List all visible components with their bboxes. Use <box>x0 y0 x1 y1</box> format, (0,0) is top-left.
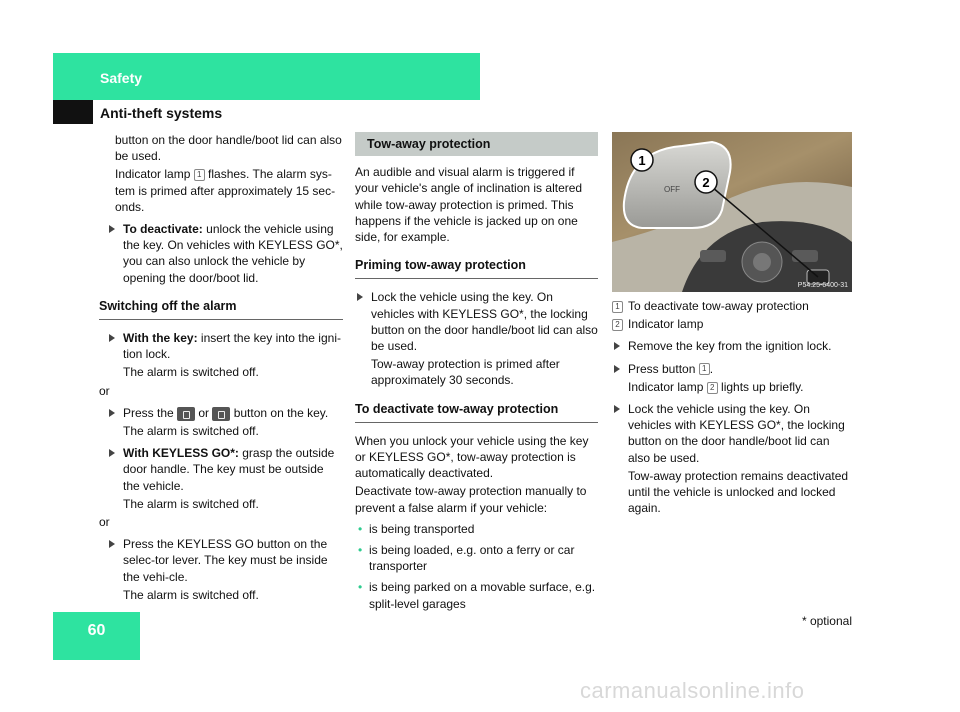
list-item-result: The alarm is switched off. <box>123 424 259 439</box>
or-text: or <box>99 515 110 530</box>
callout-number: 2 <box>707 382 718 394</box>
list-item: Lock the vehicle using the key. On vehicles with KEYLESS GO*, the locking button on the door handle/boot lid can also be used. <box>612 401 854 466</box>
list-item-result: The alarm is switched off. <box>123 496 259 511</box>
column-1 <box>99 132 343 605</box>
or-text: or <box>99 383 110 398</box>
list-item-result: Indicator lamp 2 lights up briefly. <box>628 379 804 394</box>
bullet-item: • is being parked on a movable surface, e.g. split-level garages <box>355 579 598 611</box>
list-item: Press the KEYLESS GO button on the selec-tor lever. The key must be inside the vehi-cle. <box>107 536 343 585</box>
list-item-result: The alarm is switched off. <box>123 365 259 380</box>
list-item-result: The alarm is switched off. <box>123 587 259 602</box>
section-heading: Switching off the alarm <box>99 298 343 320</box>
section-title: Safety <box>100 70 143 86</box>
bullet-item: • is being transported <box>355 521 598 537</box>
subsection-title: Anti-theft systems <box>100 105 223 121</box>
legend-item: 2 Indicator lamp <box>612 316 854 332</box>
photo-off-label: OFF <box>664 185 680 194</box>
list-item-result: Tow-away protection remains deactivated until the vehicle is unlocked and locked again. <box>628 468 849 516</box>
list-item: With the key: insert the key into the igni-tion lock. <box>107 330 343 362</box>
section-heading: To deactivate tow-away protection <box>355 401 598 423</box>
column-3 <box>612 298 854 518</box>
callout-number: 1 <box>194 169 205 181</box>
column-2 <box>355 132 598 614</box>
paragraph: Deactivate tow-away protection manually to prevent a false alarm if your vehicle: <box>355 484 587 515</box>
paragraph: button on the door handle/boot lid can also be used. <box>115 133 342 164</box>
list-item: Press the or button on the key. <box>107 405 343 421</box>
callout-number: 1 <box>699 363 710 375</box>
bullet-item: • is being loaded, e.g. onto a ferry or car transporter <box>355 542 598 574</box>
list-item: To deactivate: unlock the vehicle using the key. On vehicles with KEYLESS GO*, you can also unlock the vehicle by opening the door/boot lid. <box>107 221 343 286</box>
list-item: With KEYLESS GO*: grasp the outside door handle. The key must be outside the vehicle. <box>107 445 343 494</box>
list-item: Remove the key from the ignition lock. <box>612 338 854 354</box>
page-number: 60 <box>87 622 106 639</box>
photo-code: P54.25-6400-31 <box>797 282 848 289</box>
legend-item: 1 To deactivate tow-away protection <box>612 298 854 314</box>
list-item: Press button 1 . <box>612 361 854 377</box>
paragraph: Indicator lamp 1 flashes. The alarm sys-tem is primed after approximately 15 sec-onds. <box>115 167 336 214</box>
optional-note: * optional <box>801 614 852 628</box>
watermark: carmanualsonline.info <box>580 678 805 703</box>
section-heading-box: Tow-away protection <box>355 132 598 156</box>
paragraph: An audible and visual alarm is triggered if your vehicle's angle of inclination is altered while tow-away protection is primed. This happens if the vehicle is jacked up on one side, for example. <box>355 165 583 245</box>
paragraph: When you unlock your vehicle using the key or KEYLESS GO*, tow-away protection is automatically deactivated. <box>355 433 589 481</box>
list-item-result: Tow-away protection is primed after approximately 30 seconds. <box>371 357 560 388</box>
section-heading: Priming tow-away protection <box>355 257 598 279</box>
photo-callout-2: 2 <box>702 175 710 190</box>
lock-key-icon <box>212 407 230 421</box>
unlock-key-icon <box>177 407 195 421</box>
console-illustration <box>612 132 852 292</box>
console-photo <box>612 132 852 292</box>
header-marker <box>53 100 93 124</box>
list-item: Lock the vehicle using the key. On vehicles with KEYLESS GO*, the locking button on the door handle/boot lid can also be used. <box>355 289 598 354</box>
photo-callout-1: 1 <box>638 153 646 168</box>
